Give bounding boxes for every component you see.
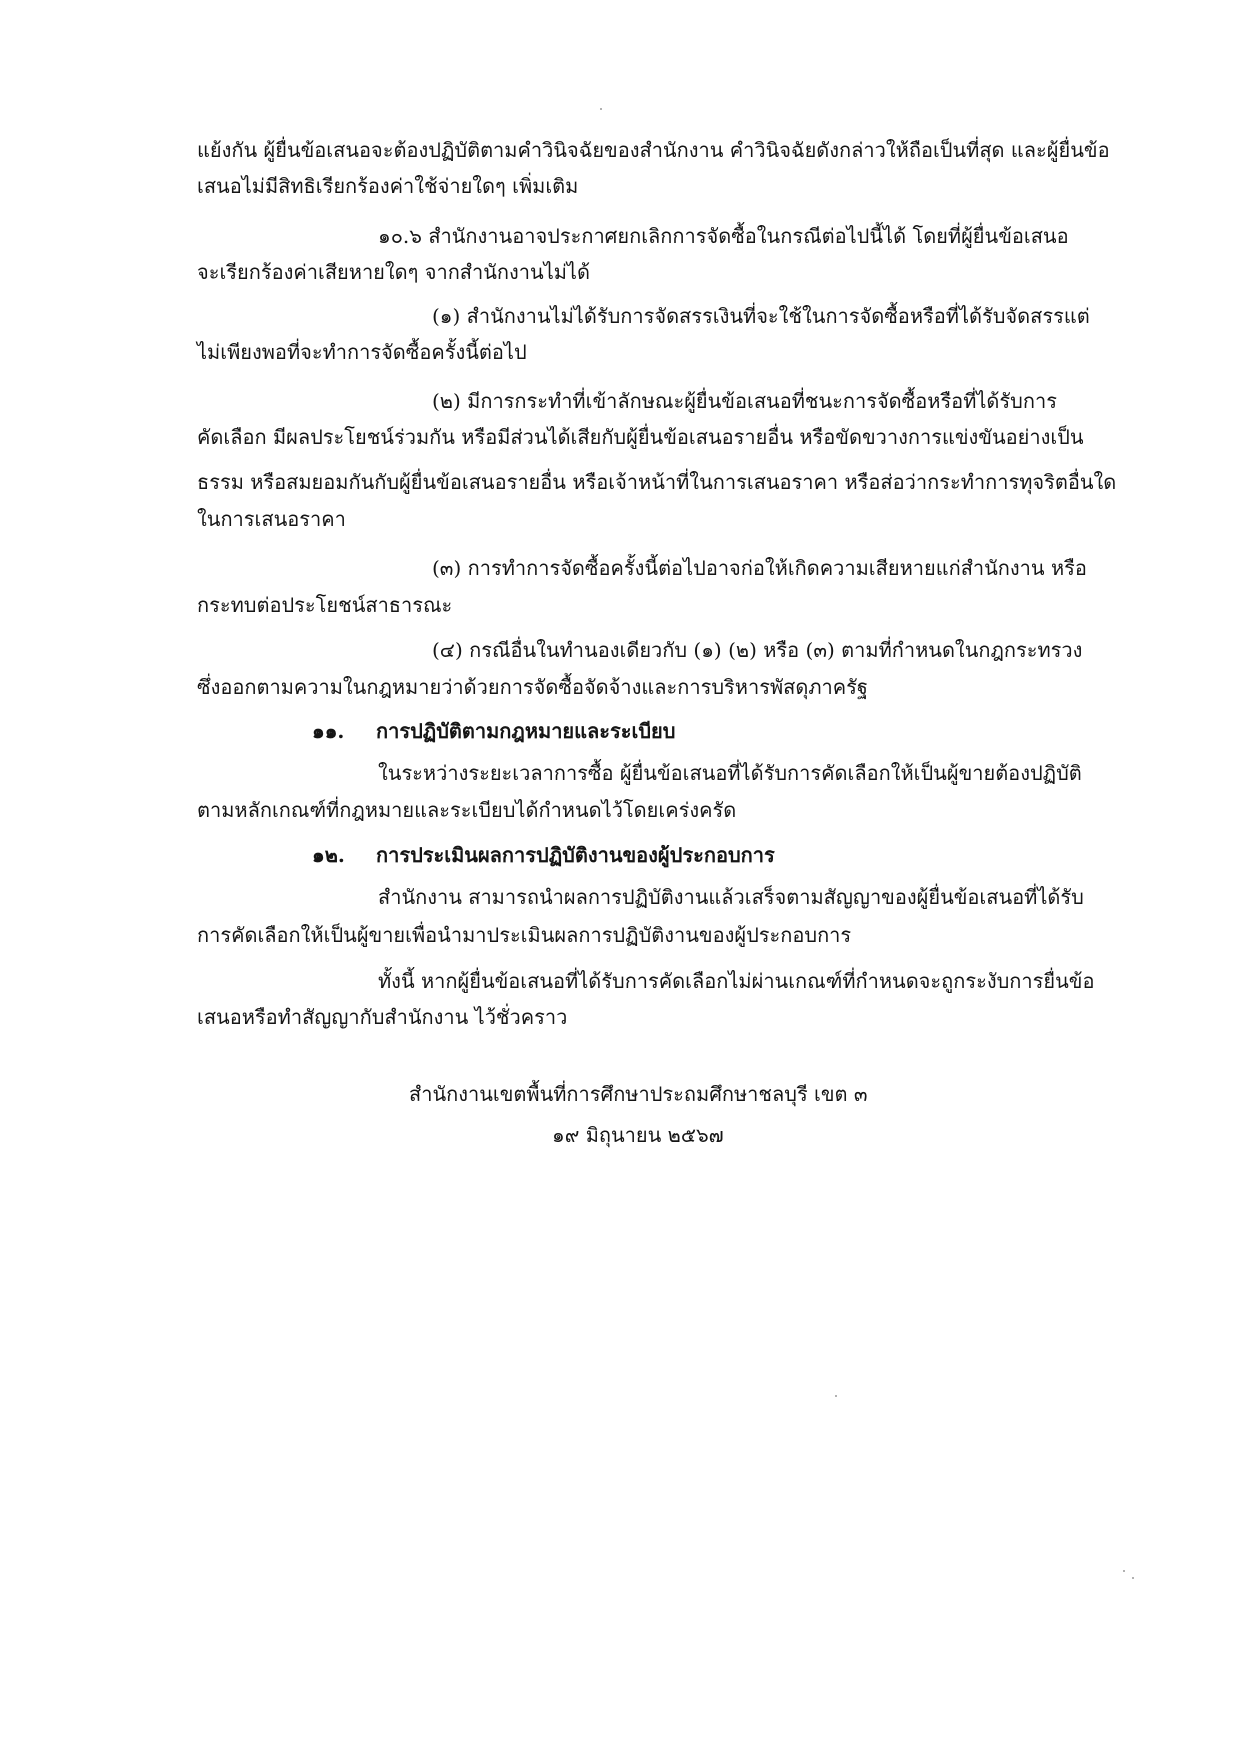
paragraph-line: (๔) กรณีอื่นในทำนองเดียวกับ (๑) (๒) หรือ (๓) ตามที่กำหนดในกฎกระทรวง <box>432 638 1083 662</box>
paragraph-line: ทั้งนี้ หากผู้ยื่นข้อเสนอที่ได้รับการคัดเลือกไม่ผ่านเกณฑ์ที่กำหนดจะถูกระงับการยื่นข้อ <box>378 969 1095 993</box>
signature-office: สำนักงานเขตพื้นที่การศึกษาประถมศึกษาชลบุรี เขต ๓ <box>409 1082 868 1106</box>
section-number: ๑๑. <box>312 719 345 743</box>
paragraph-line: คัดเลือก มีผลประโยชน์ร่วมกัน หรือมีส่วนได้เสียกับผู้ยื่นข้อเสนอรายอื่น หรือขัดขวางการแข่งขันอย่างเป็น <box>197 425 1084 449</box>
paragraph-line: แย้งกัน ผู้ยื่นข้อเสนอจะต้องปฏิบัติตามคำวินิจฉัยของสำนักงาน คำวินิจฉัยดังกล่าวให้ถือเป็นที่สุด และผู้ยื่นข้อ <box>197 138 1110 162</box>
paragraph-line: เสนอหรือทำสัญญากับสำนักงาน ไว้ชั่วคราว <box>197 1005 568 1029</box>
paragraph-line: การคัดเลือกให้เป็นผู้ขายเพื่อนำมาประเมินผลการปฏิบัติงานของผู้ประกอบการ <box>197 923 852 947</box>
paragraph-line: ธรรม หรือสมยอมกันกับผู้ยื่นข้อเสนอรายอื่น หรือเจ้าหน้าที่ในการเสนอราคา หรือส่อว่ากระทำการทุจริตอื่นใด <box>197 470 1117 494</box>
paragraph-line: กระทบต่อประโยชน์สาธารณะ <box>197 593 453 617</box>
paragraph-line: ไม่เพียงพอที่จะทำการจัดซื้อครั้งนี้ต่อไป <box>197 340 527 364</box>
section-heading-12 <box>312 841 775 869</box>
section-heading-11 <box>312 717 675 745</box>
paragraph-line: ซึ่งออกตามความในกฎหมายว่าด้วยการจัดซื้อจัดจ้างและการบริหารพัสดุภาครัฐ <box>197 675 868 699</box>
signature-date: ๑๙ มิถุนายน ๒๕๖๗ <box>552 1123 724 1147</box>
section-title: การประเมินผลการปฏิบัติงานของผู้ประกอบการ <box>376 843 775 867</box>
paragraph-line: ๑๐.๖ สำนักงานอาจประกาศยกเลิกการจัดซื้อในกรณีต่อไปนี้ได้ โดยที่ผู้ยื่นข้อเสนอ <box>378 224 1069 248</box>
scan-speck <box>835 1395 837 1397</box>
paragraph-line: ในการเสนอราคา <box>197 507 346 531</box>
paragraph-line: สำนักงาน สามารถนำผลการปฏิบัติงานแล้วเสร็จตามสัญญาของผู้ยื่นข้อเสนอที่ได้รับ <box>378 885 1084 909</box>
section-number: ๑๒. <box>312 843 345 867</box>
paragraph-line: จะเรียกร้องค่าเสียหายใดๆ จากสำนักงานไม่ได้ <box>197 260 590 284</box>
section-title: การปฏิบัติตามกฎหมายและระเบียบ <box>376 719 676 743</box>
scan-speck <box>1123 1570 1125 1572</box>
scan-speck <box>600 108 602 110</box>
paragraph-line: ตามหลักเกณฑ์ที่กฎหมายและระเบียบได้กำหนดไว้โดยเคร่งครัด <box>197 798 737 822</box>
paragraph-line: เสนอไม่มีสิทธิเรียกร้องค่าใช้จ่ายใดๆ เพิ่มเติม <box>197 174 579 198</box>
paragraph-line: ในระหว่างระยะเวลาการซื้อ ผู้ยื่นข้อเสนอที่ได้รับการคัดเลือกให้เป็นผู้ขายต้องปฏิบัติ <box>378 761 1082 785</box>
paragraph-line: (๑) สำนักงานไม่ได้รับการจัดสรรเงินที่จะใช้ในการจัดซื้อหรือที่ได้รับจัดสรรแต่ <box>432 304 1090 328</box>
scan-speck <box>1132 1577 1134 1579</box>
paragraph-line: (๓) การทำการจัดซื้อครั้งนี้ต่อไปอาจก่อให้เกิดความเสียหายแก่สำนักงาน หรือ <box>432 556 1087 580</box>
paragraph-line: (๒) มีการกระทำที่เข้าลักษณะผู้ยื่นข้อเสนอที่ชนะการจัดซื้อหรือที่ได้รับการ <box>432 389 1057 413</box>
